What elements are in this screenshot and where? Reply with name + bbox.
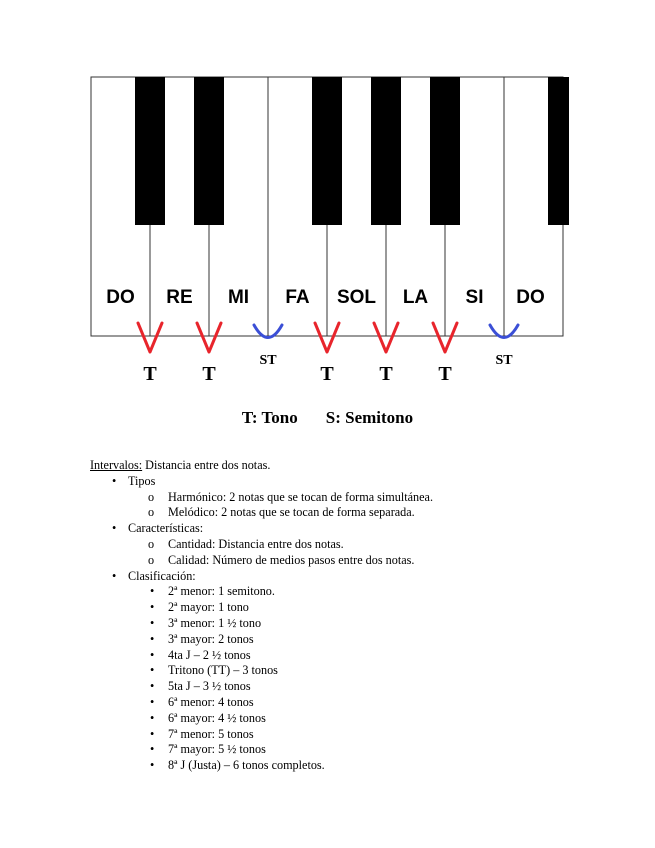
intervals-title-label: Intervalos:	[90, 458, 143, 472]
bullet-icon: •	[150, 631, 155, 646]
bullet-icon: •	[112, 568, 117, 583]
list-item: • Tritono (TT) – 3 tonos	[150, 663, 278, 678]
list-item: o Harmónico: 2 notas que se tocan de forma simultánea.	[148, 489, 433, 504]
tipos-label: Tipos	[128, 473, 156, 488]
list-item-caracteristicas	[90, 521, 610, 537]
circle-bullet-icon: o	[148, 552, 155, 567]
bullet-icon: •	[150, 694, 155, 709]
tone-label: T	[143, 363, 157, 385]
white-key-label: MI	[227, 287, 250, 308]
circle-bullet-icon: o	[148, 505, 155, 520]
bullet-icon: •	[150, 647, 155, 662]
list-item: • 7ª menor: 5 tonos	[150, 726, 254, 741]
list-item: • 8ª J (Justa) – 6 tonos completos.	[150, 758, 325, 773]
bullet-icon: •	[112, 473, 117, 488]
black-key	[371, 77, 401, 225]
intervals-title	[90, 458, 610, 474]
tone-label: T	[379, 363, 393, 385]
piano-keyboard-diagram	[0, 0, 655, 400]
list-item: • 2ª mayor: 1 tono	[150, 600, 249, 615]
intervals-definition: Distancia entre dos notas.	[142, 458, 271, 472]
list-item: o Cantidad: Distancia entre dos notas.	[148, 536, 344, 551]
bullet-icon: •	[150, 726, 155, 741]
list-item: o Calidad: Número de medios pasos entre dos notas.	[148, 552, 415, 567]
circle-bullet-icon: o	[148, 536, 155, 551]
black-key	[312, 77, 342, 225]
bullet-icon: •	[150, 742, 155, 757]
clasificacion-label: Clasificación:	[128, 568, 196, 583]
list-item: • 6ª menor: 4 tonos	[150, 694, 254, 709]
white-key-label: FA	[285, 287, 310, 308]
white-key-label: SI	[465, 287, 484, 308]
list-item: • 7ª mayor: 5 ½ tonos	[150, 742, 266, 757]
list-item: • 5ta J – 3 ½ tonos	[150, 679, 251, 694]
black-key	[135, 77, 165, 225]
tone-label: T	[438, 363, 452, 385]
circle-bullet-icon: o	[148, 489, 155, 504]
intervals-list	[90, 474, 610, 774]
tone-label: T	[320, 363, 334, 385]
list-item-tipos	[90, 474, 610, 490]
intervals-notes	[90, 458, 610, 774]
white-key-label: RE	[166, 287, 193, 308]
list-item-clasificacion	[90, 569, 610, 585]
black-key	[194, 77, 224, 225]
legend-tone: T: Tono	[241, 408, 298, 427]
semitone-label: ST	[495, 353, 513, 368]
black-key	[430, 77, 460, 225]
white-key-label: DO	[106, 287, 135, 308]
black-key	[548, 77, 569, 225]
list-item: • 6ª mayor: 4 ½ tonos	[150, 710, 266, 725]
white-key-label: LA	[402, 287, 429, 308]
list-item: • 2ª menor: 1 semitono.	[150, 584, 275, 599]
semitone-label: ST	[259, 353, 277, 368]
bullet-icon: •	[150, 679, 155, 694]
caracteristicas-label: Características:	[128, 521, 204, 536]
list-item: • 3ª menor: 1 ½ tono	[150, 615, 262, 630]
bullet-icon: •	[150, 584, 155, 599]
bullet-icon: •	[150, 758, 155, 773]
white-key-label: SOL	[336, 287, 377, 308]
bullet-icon: •	[150, 710, 155, 725]
white-key-label: DO	[516, 287, 545, 308]
legend-semitone: S: Semitono	[325, 408, 414, 427]
list-item: • 3ª mayor: 2 tonos	[150, 631, 254, 646]
bullet-icon: •	[150, 615, 155, 630]
bullet-icon: •	[150, 663, 155, 678]
list-item: o Melódico: 2 notas que se tocan de forma separada.	[148, 505, 415, 520]
bullet-icon: •	[112, 521, 117, 536]
bullet-icon: •	[150, 600, 155, 615]
tone-label: T	[202, 363, 216, 385]
list-item: • 4ta J – 2 ½ tonos	[150, 647, 251, 662]
legend	[0, 408, 655, 428]
